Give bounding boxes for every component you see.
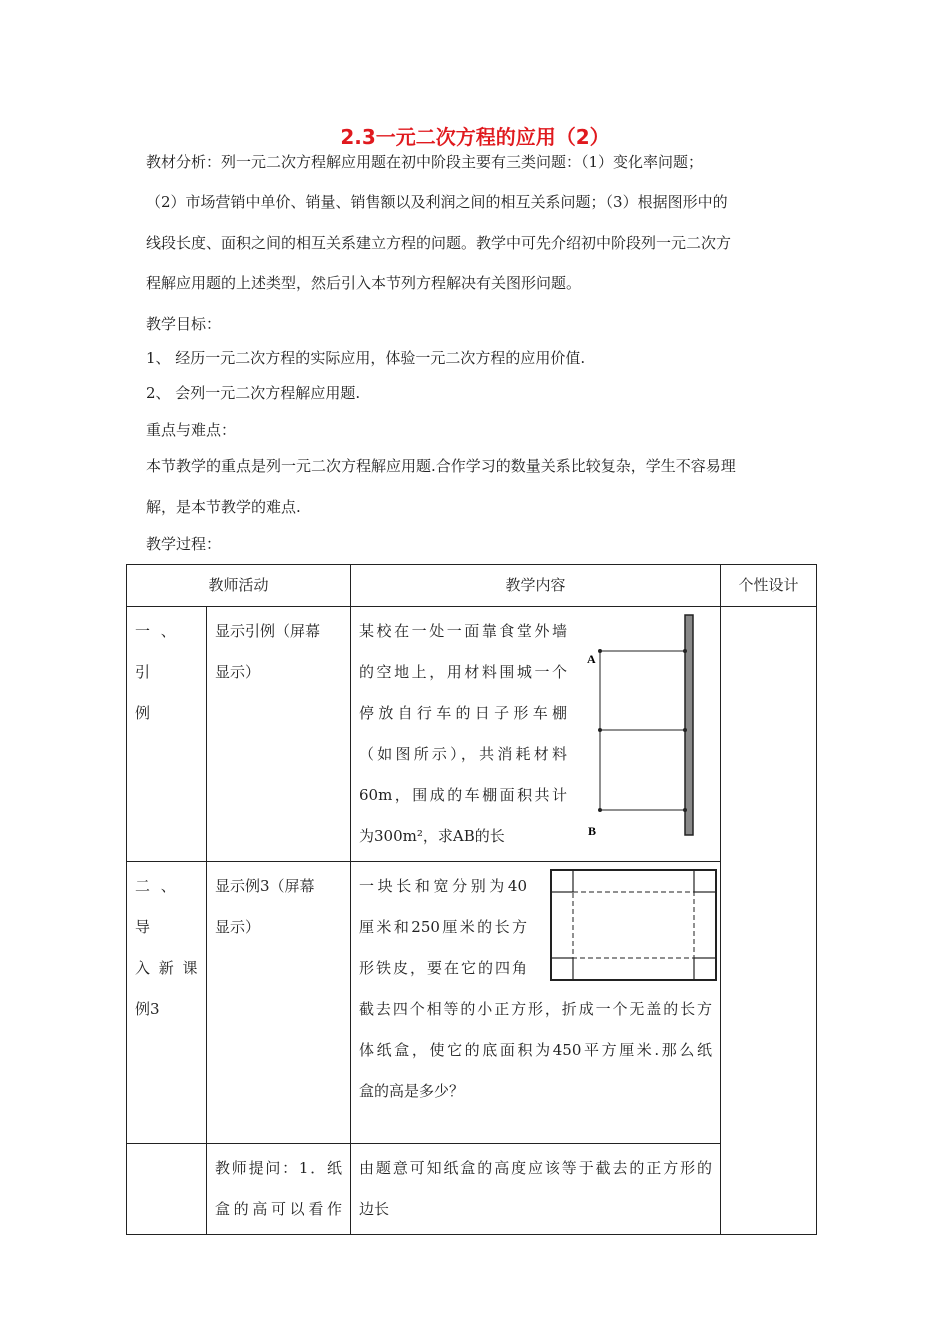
label-a: A bbox=[587, 652, 596, 666]
row2-content-line: 体纸盒，使它的底面积为450平方厘米.那么纸 bbox=[359, 1041, 713, 1059]
table-header-row bbox=[127, 565, 817, 607]
row1-activity bbox=[207, 607, 351, 862]
row2-content-line: 盒的高是多少？ bbox=[359, 1082, 465, 1100]
row1-label-a: 一 、 引 bbox=[135, 622, 176, 681]
goal-item-1: 1、 经历一元二次方程的实际应用，体验一元二次方程的应用价值. bbox=[146, 349, 586, 367]
row1-activity-a: 显示引例（屏幕 bbox=[215, 622, 321, 640]
row1-content-line: 60m，围成的车棚面积共计 bbox=[359, 786, 568, 804]
row3-activity-b: 盒的高可以看作 bbox=[215, 1200, 343, 1218]
header-personal-design: 个性设计 bbox=[721, 565, 817, 607]
keypoints-heading: 重点与难点： bbox=[146, 421, 237, 439]
label-b: B bbox=[588, 824, 597, 838]
row2-content bbox=[351, 862, 721, 1144]
row3-content-b: 边长 bbox=[359, 1200, 390, 1218]
table-row bbox=[127, 607, 817, 862]
table-row bbox=[127, 1144, 817, 1235]
row2-label bbox=[127, 862, 207, 1144]
goals-heading: 教学目标： bbox=[146, 315, 222, 333]
tin-sheet-figure bbox=[549, 868, 721, 986]
page-title: 2.3一元二次方程的应用（2） bbox=[340, 125, 610, 149]
row2-label-b: 入 新 课 bbox=[135, 959, 198, 977]
process-heading: 教学过程： bbox=[146, 535, 222, 553]
row2-content-line: 截去四个相等的小正方形，折成一个无盖的长方 bbox=[359, 1000, 713, 1018]
row3-label bbox=[127, 1144, 207, 1235]
sheet-outline bbox=[551, 870, 716, 980]
joint-dot bbox=[683, 649, 687, 653]
row3-activity bbox=[207, 1144, 351, 1235]
row2-activity-a: 显示例3（屏幕 bbox=[215, 877, 315, 895]
analysis-line-3: 线段长度、面积之间的相互关系建立方程的问题。教学中可先介绍初中阶段列一元二次方 bbox=[146, 234, 732, 252]
row3-content bbox=[351, 1144, 721, 1235]
row2-content-line: 形铁皮，要在它的四角 bbox=[359, 959, 528, 977]
row1-label bbox=[127, 607, 207, 862]
goal-item-2: 2、 会列一元二次方程解应用题. bbox=[146, 384, 361, 402]
bike-shed-figure bbox=[587, 611, 717, 841]
header-teaching-content: 教学内容 bbox=[351, 565, 721, 607]
row1-content-text bbox=[359, 611, 567, 857]
row3-content-a: 由题意可知纸盒的高度应该等于截去的正方形的 bbox=[359, 1159, 713, 1177]
joint-dot bbox=[683, 808, 687, 812]
row1-content-line: 为300m²，求AB的长 bbox=[359, 827, 505, 845]
joint-dot bbox=[683, 728, 687, 732]
row1-content-line: 的空地上，用材料围城一个 bbox=[359, 663, 568, 681]
row1-content bbox=[351, 607, 721, 862]
keypoints-line-2: 解，是本节教学的难点. bbox=[146, 498, 301, 516]
row2-content-line: 厘米和250厘米的长方 bbox=[359, 918, 528, 936]
point-mid bbox=[598, 728, 602, 732]
lesson-table bbox=[126, 564, 817, 1235]
row2-content-line: 一块长和宽分别为40 bbox=[359, 877, 528, 895]
row2-content-short bbox=[359, 866, 527, 989]
row1-content-line: （如图所示），共消耗材料 bbox=[359, 745, 568, 763]
table-row bbox=[127, 862, 817, 1144]
row2-activity-b: 显示） bbox=[215, 918, 261, 936]
row2-label-c: 例3 bbox=[135, 1000, 160, 1018]
header-teacher-activity: 教师活动 bbox=[127, 565, 351, 607]
row1-activity-b: 显示） bbox=[215, 663, 261, 681]
row3-activity-a: 教师提问：1．纸 bbox=[215, 1159, 343, 1177]
point-b bbox=[598, 808, 602, 812]
tin-sheet-diagram bbox=[549, 868, 721, 986]
row1-content-line: 停放自行车的日子形车棚 bbox=[359, 704, 568, 722]
analysis-line-2: （2）市场营销中单价、销量、销售额以及利润之间的相互关系问题；（3）根据图形中的 bbox=[146, 193, 728, 211]
row2-label-a: 二 、 导 bbox=[135, 877, 176, 936]
wall-shape bbox=[685, 615, 693, 835]
point-a bbox=[598, 649, 602, 653]
row2-activity bbox=[207, 862, 351, 1144]
personal-design-cell[interactable] bbox=[721, 607, 817, 1235]
row1-label-b: 例 bbox=[135, 704, 151, 722]
bike-shed-diagram bbox=[587, 611, 717, 841]
keypoints-line-1: 本节教学的重点是列一元二次方程解应用题.合作学习的数量关系比较复杂，学生不容易理 bbox=[146, 457, 736, 475]
row1-content-line: 某校在一处一面靠食堂外墙 bbox=[359, 622, 568, 640]
analysis-line-1: 教材分析：列一元二次方程解应用题在初中阶段主要有三类问题：（1）变化率问题； bbox=[146, 153, 704, 171]
analysis-line-4: 程解应用题的上述类型，然后引入本节列方程解决有关图形问题。 bbox=[146, 274, 582, 292]
